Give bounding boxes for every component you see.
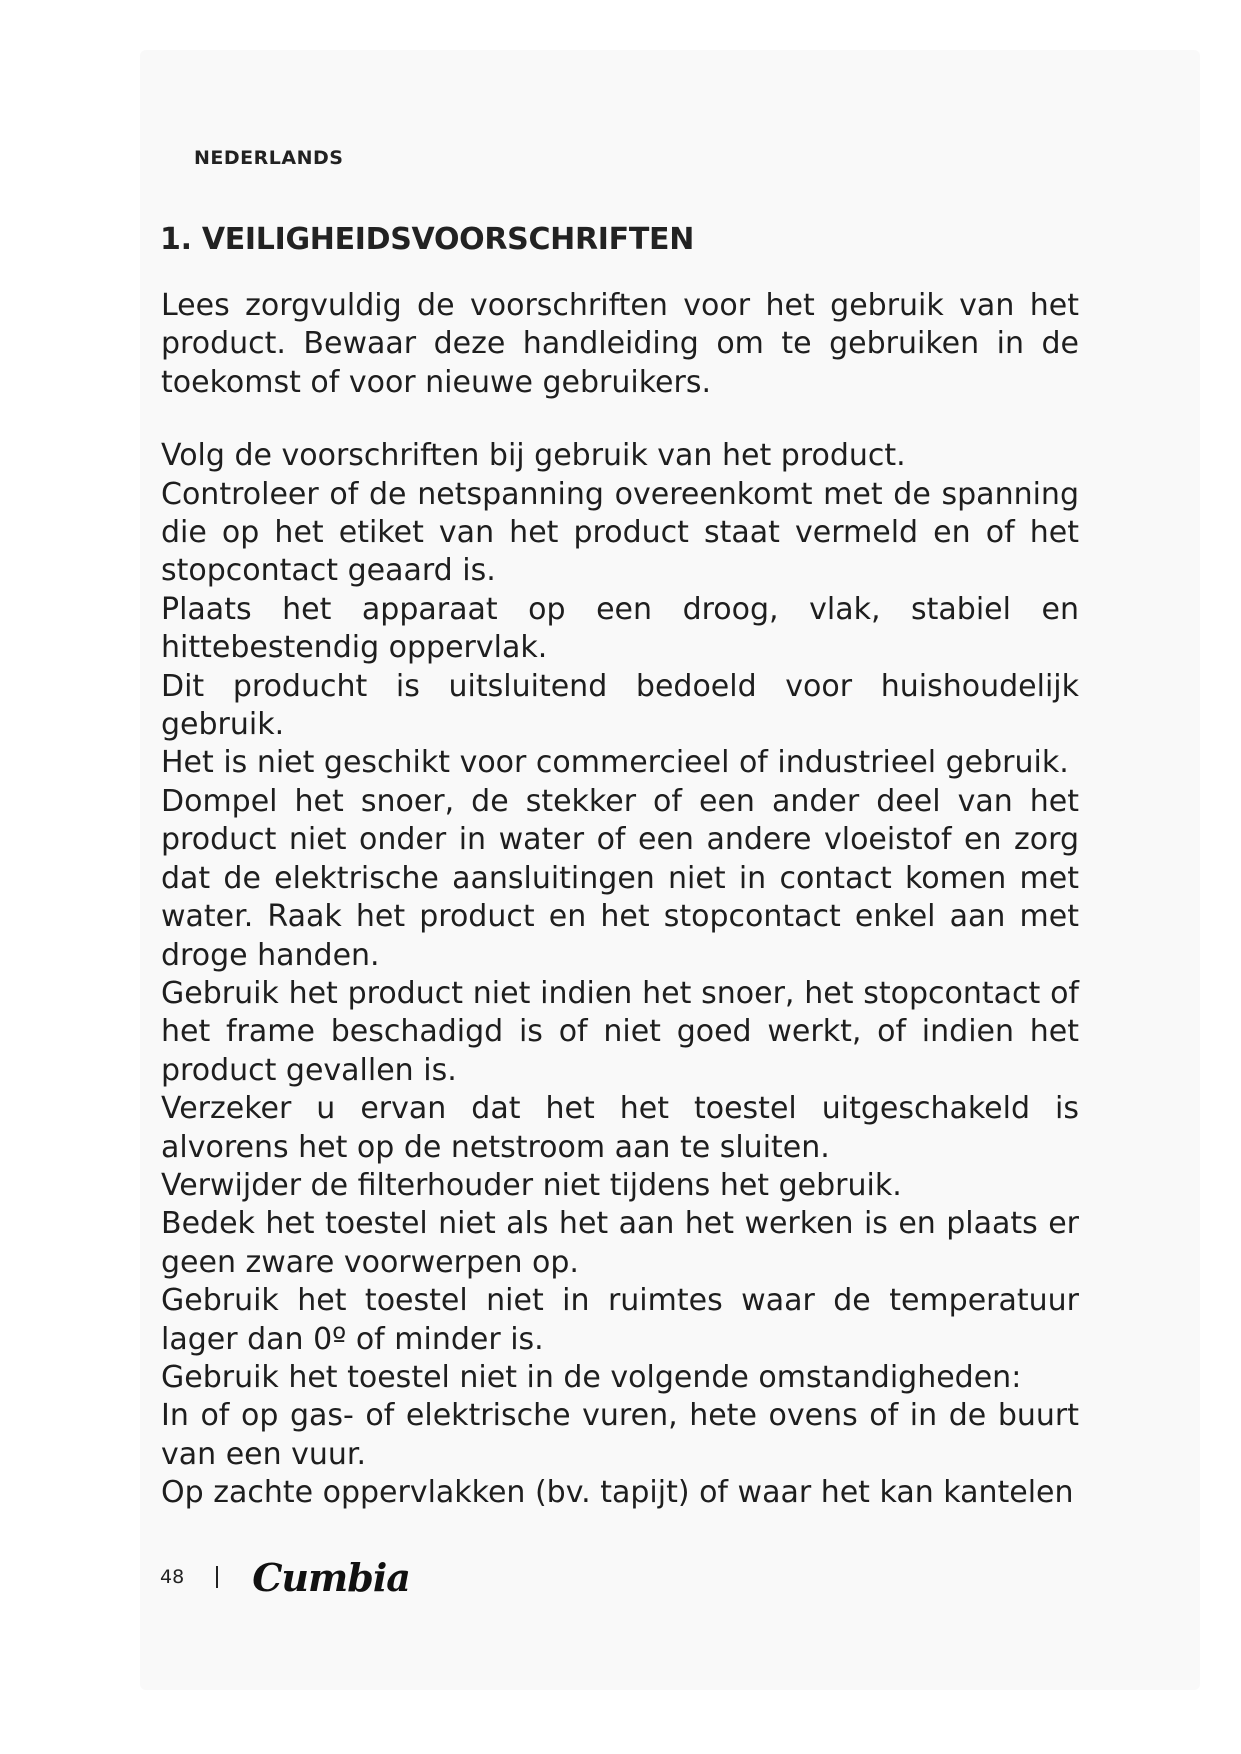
section-title: 1. VEILIGHEIDSVOORSCHRIFTEN xyxy=(160,222,695,257)
paragraph: Verzeker u ervan dat het het toestel uitgeschakeld is alvorens het op de netstroom aan te sluiten. xyxy=(161,1091,1079,1165)
paragraph: Het is niet geschikt voor commercieel of industrieel gebruik. xyxy=(161,745,1069,781)
footer-divider xyxy=(216,1566,218,1588)
page-footer xyxy=(160,1555,410,1599)
paragraph: In of op gas- of elektrische vuren, hete ovens of in de buurt van een vuur. xyxy=(161,1398,1079,1472)
paragraph: Gebruik het product niet indien het snoer, het stopcontact of het frame beschadigd is of niet goed werkt, of indien het product gevallen is. xyxy=(161,975,1079,1088)
paragraph: Op zachte oppervlakken (bv. tapijt) of waar het kan kantelen xyxy=(161,1475,1074,1511)
brand-logo: Cumbia xyxy=(252,1554,410,1600)
language-label: NEDERLANDS xyxy=(194,147,344,169)
page-number: 48 xyxy=(160,1566,185,1588)
intro-paragraph: Lees zorgvuldig de voorschriften voor het gebruik van het product. Bewaar deze handleiding om te gebruiken in de toekomst of voor nieuwe gebruikers. xyxy=(161,288,1079,400)
paragraph: Verwijder de filterhouder niet tijdens het gebruik. xyxy=(161,1167,902,1203)
paragraph: Gebruik het toestel niet in de volgende omstandigheden: xyxy=(161,1359,1022,1395)
paragraph: Bedek het toestel niet als het aan het werken is en plaats er geen zware voorwerpen op. xyxy=(161,1206,1079,1280)
paragraph: Gebruik het toestel niet in ruimtes waar de temperatuur lager dan 0º of minder is. xyxy=(161,1283,1079,1357)
paragraph: Volg de voorschriften bij gebruik van het product. xyxy=(161,438,906,474)
paragraph: Dompel het snoer, de stekker of een ander deel van het product niet onder in water of een andere vloeistof en zorg dat de elektrische aansluitingen niet in contact komen met water. Raak het product en het stopcontact enkel aan met droge handen. xyxy=(161,783,1079,973)
paragraph: Dit producht is uitsluitend bedoeld voor huishoudelijk gebruik. xyxy=(161,668,1079,743)
paragraph: Controleer of de netspanning overeenkomt met de spanning die op het etiket van het product staat vermeld en of het stopcontact geaard is. xyxy=(161,476,1079,589)
paragraph: Plaats het apparaat op een droog, vlak, stabiel en hittebestendig oppervlak. xyxy=(161,591,1079,666)
body-text xyxy=(161,287,1079,1513)
